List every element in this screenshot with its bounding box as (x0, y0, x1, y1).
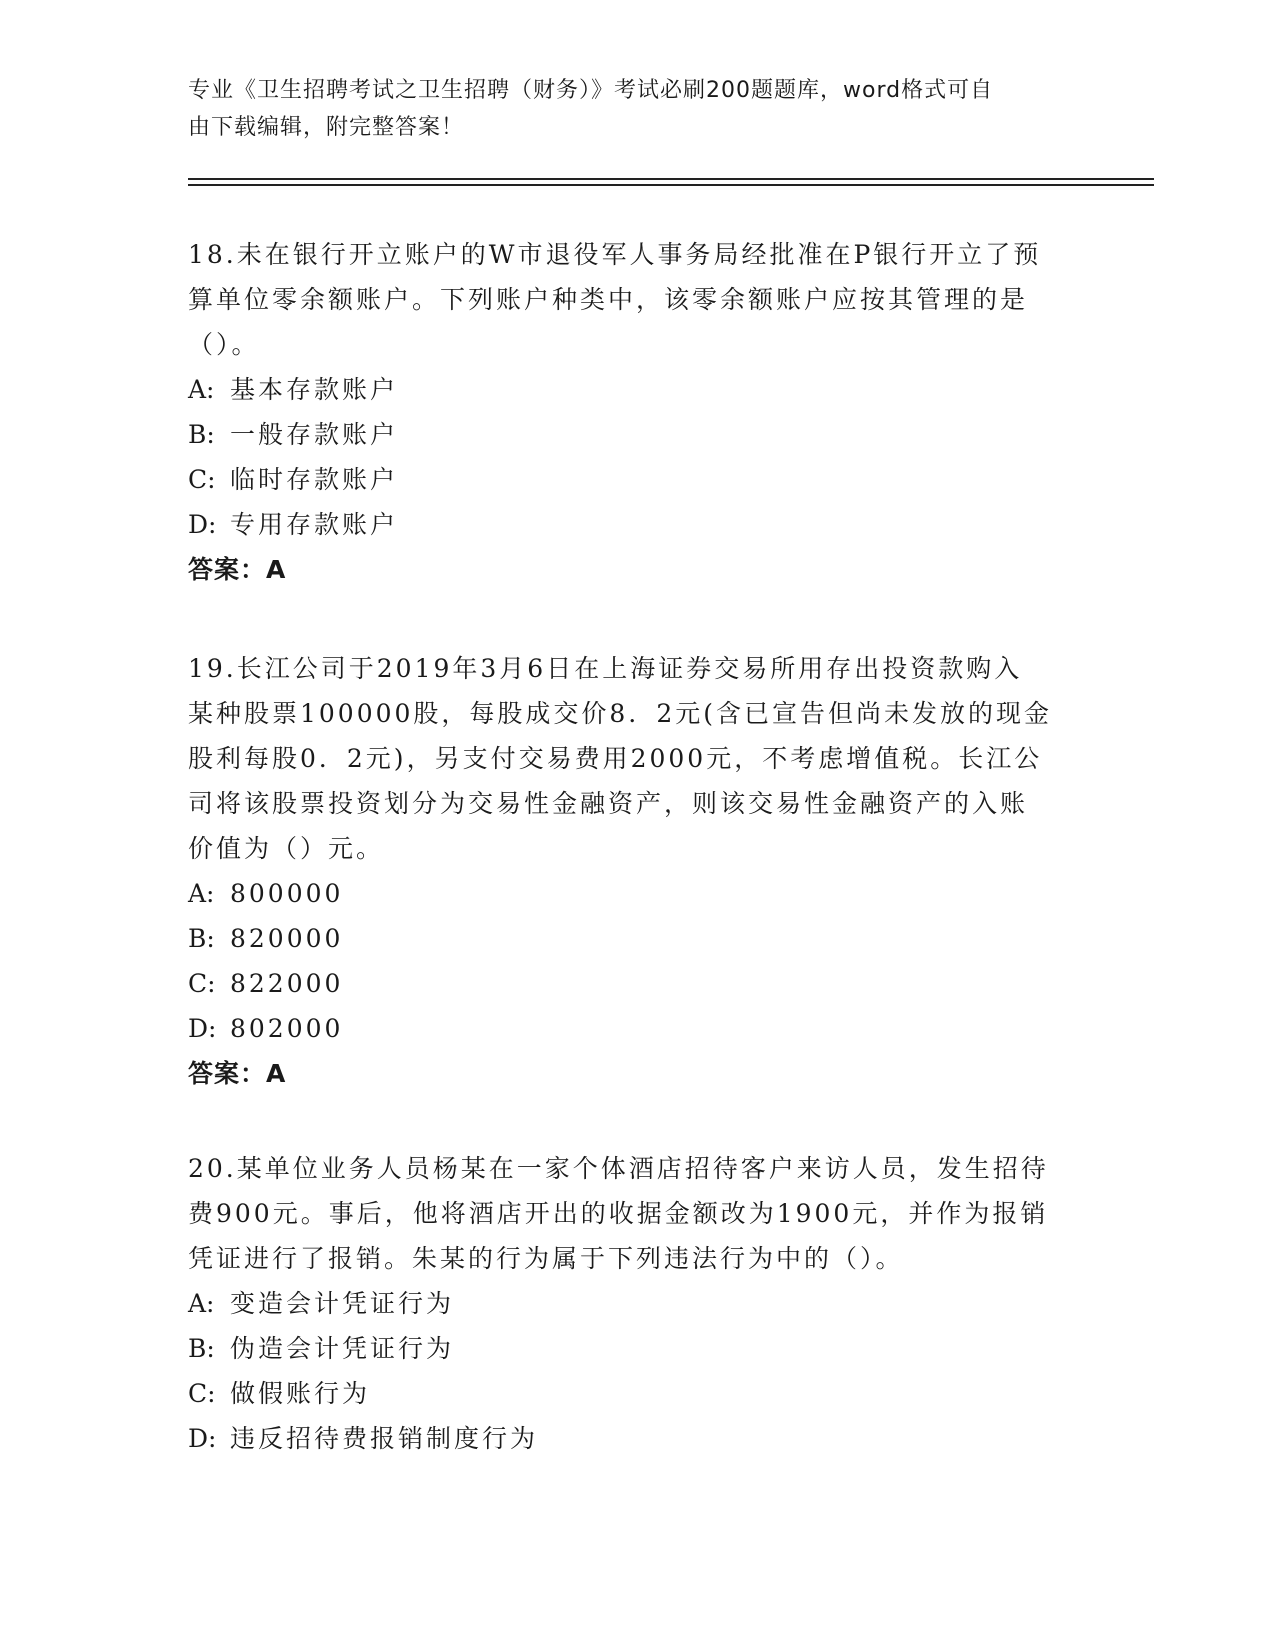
header-divider-bottom (188, 184, 1154, 186)
question-text-line: 算单位零余额账户。下列账户种类中，该零余额账户应按其管理的是 (188, 285, 1029, 314)
option-d (188, 1416, 1088, 1461)
option-text: 伪造会计凭证行为 (230, 1334, 455, 1363)
option-a (188, 367, 1088, 412)
option-a (188, 1281, 1088, 1326)
option-text: 变造会计凭证行为 (230, 1289, 455, 1318)
question-text-line: 某种股票100000股，每股成交价8．2元(含已宣告但尚未发放的现金 (188, 699, 1053, 728)
header-line-1: 专业《卫生招聘考试之卫生招聘（财务）》考试必刷200题题库，word格式可自 (188, 78, 994, 103)
option-text: 800000 (230, 879, 344, 908)
question-text-line: 司将该股票投资划分为交易性金融资产，则该交易性金融资产的入账 (188, 789, 1029, 818)
question-text-line: （）。 (188, 330, 260, 359)
question-text-line: 凭证进行了报销。朱某的行为属于下列违法行为中的（）。 (188, 1244, 904, 1273)
question-text-line: 19.长江公司于2019年3月6日在上海证券交易所用存出投资款购入 (188, 654, 1023, 683)
question-text-line: 18.未在银行开立账户的W市退役军人事务局经批准在P银行开立了预 (188, 240, 1042, 269)
question-text-line: 20.某单位业务人员杨某在一家个体酒店招待客户来访人员，发生招待 (188, 1154, 1049, 1183)
option-text: 基本存款账户 (230, 375, 399, 404)
option-key: D: (188, 1424, 217, 1453)
option-key: A: (188, 879, 215, 908)
option-text: 违反招待费报销制度行为 (230, 1424, 539, 1453)
question-text-line: 费900元。事后，他将酒店开出的收据金额改为1900元，并作为报销 (188, 1199, 1049, 1228)
document-header (188, 72, 1068, 146)
option-text: 822000 (230, 969, 344, 998)
question-20 (188, 1146, 1088, 1461)
question-text-line: 股利每股0．2元)，另支付交易费用2000元，不考虑增值税。长江公 (188, 744, 1043, 773)
option-d (188, 1006, 1088, 1051)
question-18 (188, 232, 1088, 592)
header-line-2: 由下载编辑，附完整答案！ (188, 115, 465, 140)
header-divider-top (188, 178, 1154, 180)
option-b (188, 916, 1088, 961)
option-key: C: (188, 1379, 216, 1408)
option-key: D: (188, 1014, 217, 1043)
option-text: 做假账行为 (230, 1379, 371, 1408)
option-key: A: (188, 1289, 215, 1318)
option-key: B: (188, 1334, 215, 1363)
option-key: A: (188, 375, 215, 404)
option-key: C: (188, 465, 216, 494)
option-c (188, 961, 1088, 1006)
option-b (188, 1326, 1088, 1371)
question-19 (188, 646, 1088, 1096)
option-c (188, 1371, 1088, 1416)
answer-line: 答案：A (188, 555, 287, 584)
option-key: D: (188, 510, 217, 539)
option-text: 临时存款账户 (230, 465, 399, 494)
option-b (188, 412, 1088, 457)
option-key: B: (188, 420, 215, 449)
option-c (188, 457, 1088, 502)
option-text: 820000 (230, 924, 344, 953)
option-text: 专用存款账户 (230, 510, 399, 539)
option-d (188, 502, 1088, 547)
option-key: B: (188, 924, 215, 953)
option-key: C: (188, 969, 216, 998)
option-text: 802000 (230, 1014, 344, 1043)
question-text-line: 价值为（）元。 (188, 834, 385, 863)
answer-line: 答案：A (188, 1059, 287, 1088)
option-text: 一般存款账户 (230, 420, 399, 449)
option-a (188, 871, 1088, 916)
